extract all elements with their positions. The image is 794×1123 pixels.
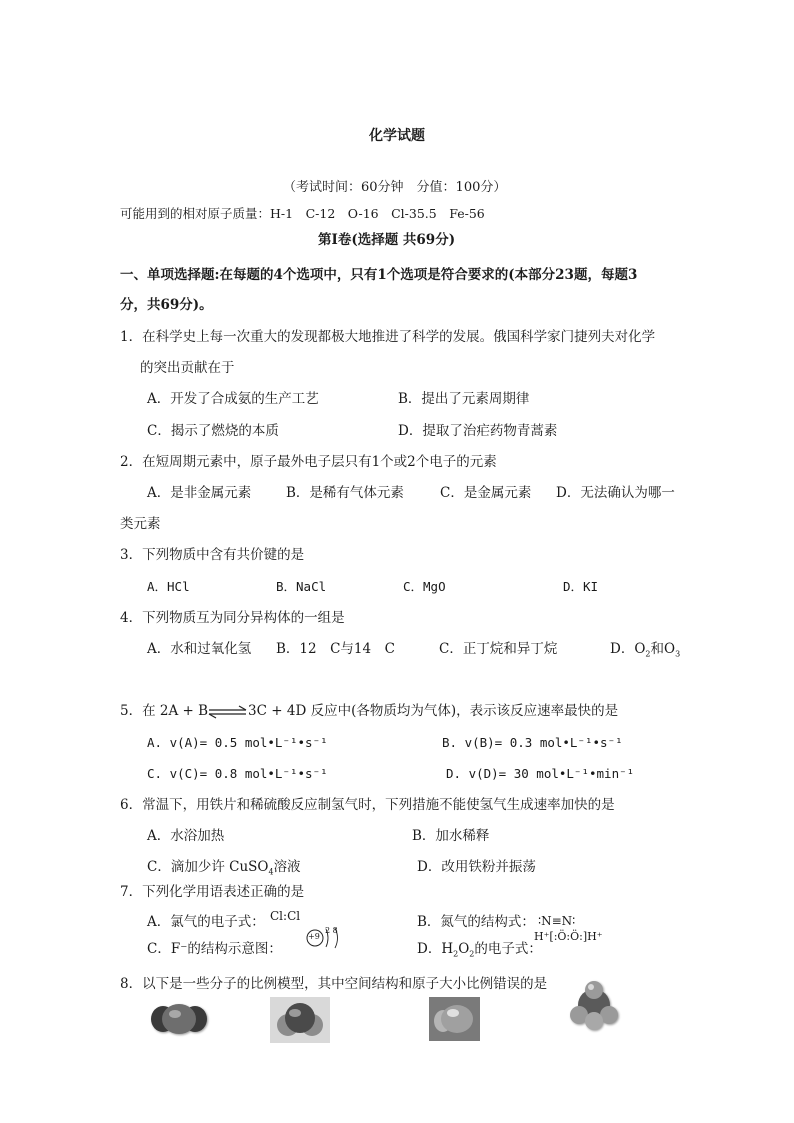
q4-option-a: A．水和过氧化氢 <box>147 641 252 657</box>
nitrogen-structural-formula: ∶N≡N∶ <box>538 914 576 928</box>
q1-stem-line-2: 的突出贡献在于 <box>140 360 235 376</box>
q2-option-a: A．是非金属元素 <box>147 485 252 501</box>
q2-option-b: B．是稀有气体元素 <box>286 485 404 501</box>
q3-option-a: A．HCl <box>147 579 190 594</box>
q1-option-d: D．提取了治疟药物青蒿素 <box>398 423 558 439</box>
q1-option-a: A．开发了合成氨的生产工艺 <box>147 391 319 407</box>
q1-option-c: C．揭示了燃烧的本质 <box>147 423 279 439</box>
q7-option-b: B．氮气的结构式： <box>417 914 535 930</box>
q1-option-b: B．提出了元素周期律 <box>398 391 530 407</box>
q7-option-a: A．氯气的电子式： <box>147 914 265 930</box>
molecule-model-d <box>566 979 622 1035</box>
section-title: 第Ⅰ卷(选择题 共69分) <box>318 232 456 248</box>
q7-stem: 7．下列化学用语表述正确的是 <box>120 884 305 900</box>
q3-option-c: C．MgO <box>403 579 446 594</box>
q7-option-d: D．$H_2O_2$的电子式： <box>417 941 542 959</box>
q3-option-d: D．KI <box>563 579 599 594</box>
q1-stem-line-1: 1．在科学史上每一次重大的发现都极大地推进了科学的发展。俄国科学家门捷列夫对化学 <box>120 329 656 345</box>
instruction-line-2: 分，共69分)。 <box>120 297 213 313</box>
fluoride-nucleus-label: +9 <box>308 932 320 941</box>
page-title: 化学试题 <box>369 128 425 144</box>
q8-stem: 8．以下是一些分子的比例模型，其中空间结构和原子大小比例错误的是 <box>120 976 548 992</box>
q6-option-d: D．改用铁粉并振荡 <box>417 859 536 875</box>
q7-option-c: C．F⁻的结构示意图： <box>147 941 282 957</box>
q3-option-b: B．NaCl <box>276 579 327 594</box>
q5-option-a: A. v(A)= 0.5 mol•L⁻¹•s⁻¹ <box>147 735 328 750</box>
q2-option-d: D．无法确认为哪一 <box>556 485 675 501</box>
q4-option-c: C．正丁烷和异丁烷 <box>439 641 558 657</box>
instruction-line-1: 一、单项选择题:在每题的4个选项中，只有1个选项是符合要求的(本部分23题，每题3 <box>120 267 638 283</box>
q4-option-d: D．$O_2$和$O_3$ <box>610 641 681 659</box>
q5-option-d: D. v(D)= 30 mol•L⁻¹•min⁻¹ <box>446 766 635 781</box>
hydrogen-peroxide-electron-formula: H⁺[:Ö:Ö:]H⁺ <box>534 930 603 943</box>
q2-stem: 2．在短周期元素中，原子最外电子层只有1个或2个电子的元素 <box>120 454 497 470</box>
atomic-masses: 可能用到的相对原子质量：H-1 C-12 O-16 Cl-35.5 Fe-56 <box>120 206 485 221</box>
molecule-model-a <box>148 1001 210 1037</box>
molecule-model-b <box>270 997 330 1043</box>
q2-option-d-continued: 类元素 <box>120 516 161 532</box>
q5-stem: 5．在 2A + B 3C + 4D 反应中(各物质均为气体)，表示该反应速率最快的是 <box>120 703 619 719</box>
q3-stem: 3．下列物质中含有共价键的是 <box>120 547 305 563</box>
q4-stem: 4．下列物质互为同分异构体的一组是 <box>120 610 345 626</box>
q5-option-b: B. v(B)= 0.3 mol•L⁻¹•s⁻¹ <box>442 735 623 750</box>
exam-info: （考试时间：60分钟 分值：100分） <box>283 180 507 195</box>
fluoride-ion-structure-diagram <box>303 925 347 951</box>
chlorine-electron-formula: Cl:Cl <box>270 909 301 923</box>
q4-option-b: B．12 C与14 C <box>276 641 395 657</box>
q6-option-b: B．加水稀释 <box>412 828 490 844</box>
q6-option-c: C．滴加少许 CuSO$_4$溶液 <box>147 859 301 877</box>
molecule-model-c <box>429 997 480 1041</box>
equilibrium-arrow-icon <box>208 705 248 719</box>
fluoride-shell-labels: 2 8 <box>325 926 338 935</box>
q5-option-c: C. v(C)= 0.8 mol•L⁻¹•s⁻¹ <box>147 766 328 781</box>
q6-option-a: A．水浴加热 <box>147 828 225 844</box>
q6-stem: 6．常温下，用铁片和稀硫酸反应制氢气时，下列措施不能使氢气生成速率加快的是 <box>120 797 615 813</box>
q2-option-c: C．是金属元素 <box>440 485 532 501</box>
